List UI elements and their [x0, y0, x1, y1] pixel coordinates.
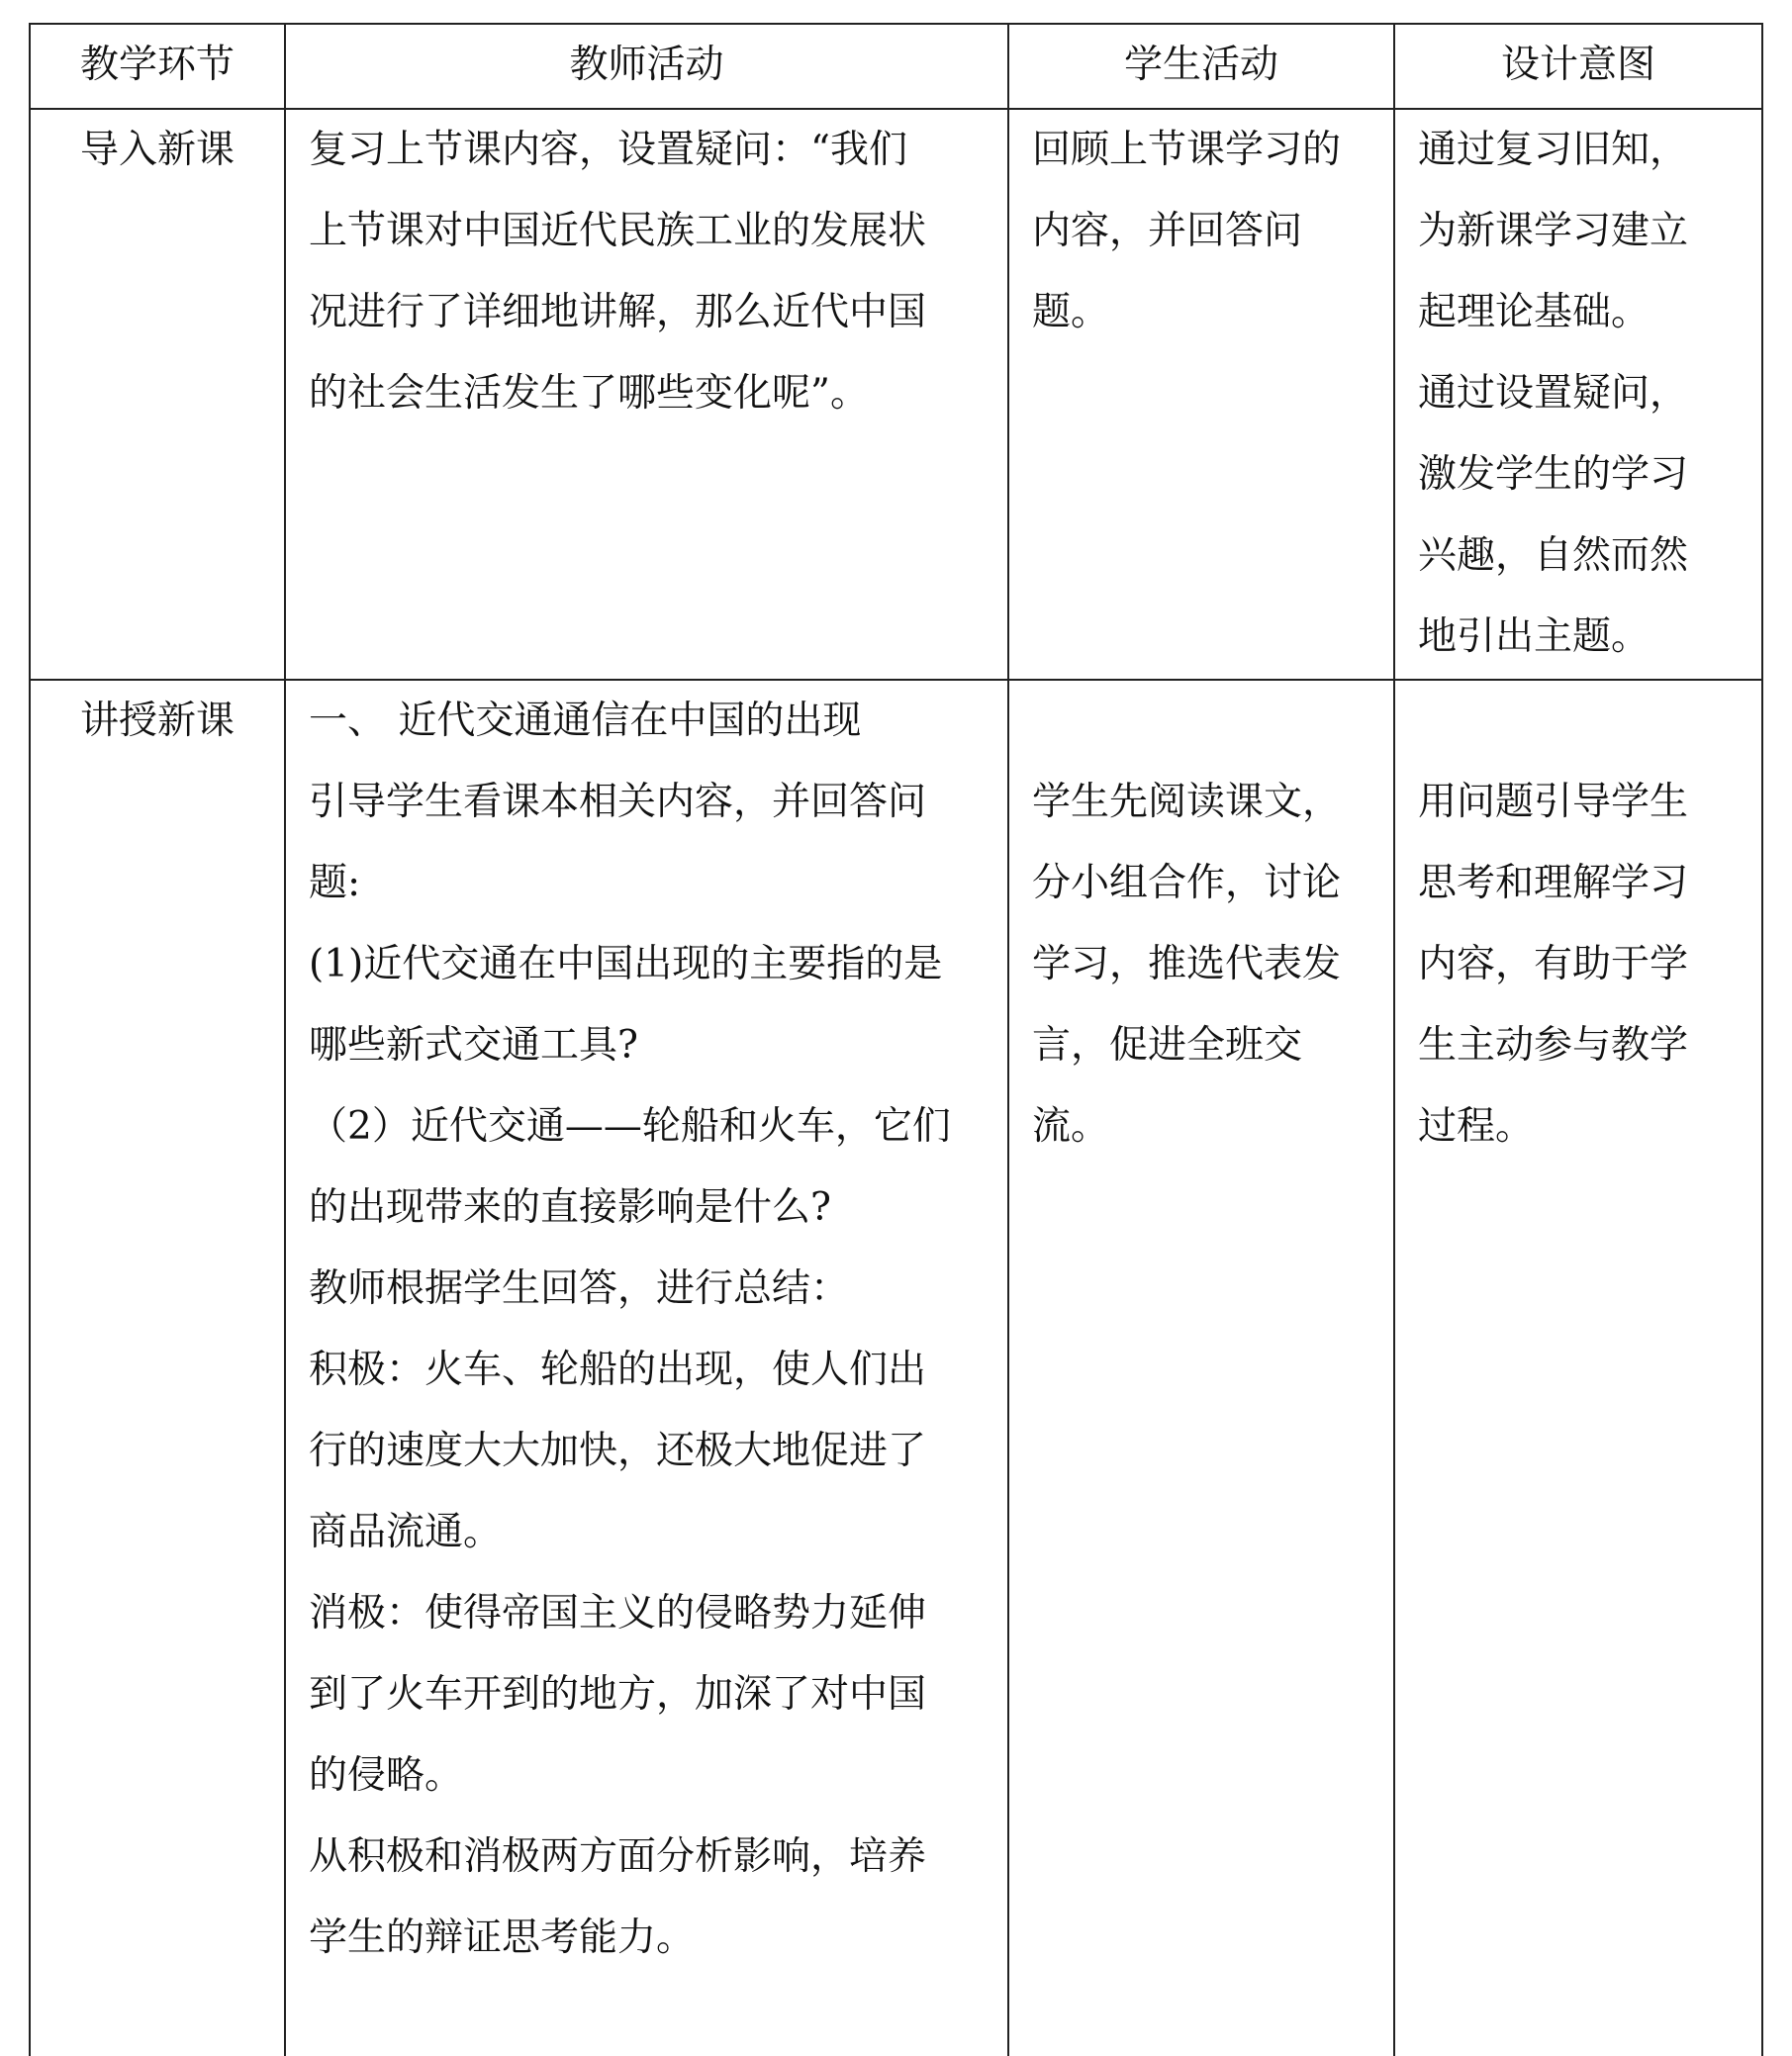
- text-line: 思考和理解学习: [1418, 861, 1689, 905]
- header-stage: 教学环节: [30, 24, 285, 109]
- text-line: （2）近代交通——轮船和火车，它们: [309, 1104, 951, 1149]
- text-line: 题:: [309, 861, 361, 905]
- text-line: 的社会生活发生了哪些变化呢”。: [309, 371, 869, 416]
- text-line: 通过复习旧知，: [1418, 128, 1689, 172]
- text-line: 通过设置疑问，: [1418, 371, 1689, 416]
- text-line: 哪些新式交通工具?: [309, 1023, 638, 1068]
- text-line: 用问题引导学生: [1418, 780, 1689, 824]
- text-line: [1418, 681, 1740, 762]
- text-line: 生主动参与教学: [1418, 1023, 1689, 1068]
- text-line: [1032, 681, 1371, 762]
- student-activity-cell: [1008, 109, 1394, 680]
- text-line: 行的速度大大加快，还极大地促进了: [309, 1429, 927, 1473]
- text-line: 况进行了详细地讲解，那么近代中国: [309, 290, 927, 334]
- text-line: 商品流通。: [309, 1510, 503, 1554]
- teacher-activity-cell: [285, 109, 1008, 680]
- text-line: 的侵略。: [309, 1753, 464, 1798]
- text-line: 积极：火车、轮船的出现，使人们出: [309, 1348, 927, 1392]
- design-intent-cell: [1394, 680, 1762, 2056]
- section-heading: 一、 近代交通通信在中国的出现: [309, 699, 862, 743]
- text-line: 消极：使得帝国主义的侵略势力延伸: [309, 1591, 927, 1635]
- header-design-intent: 设计意图: [1394, 24, 1762, 109]
- text-line: 引导学生看课本相关内容，并回答问: [309, 780, 927, 824]
- text-line: 内容，并回答问: [1032, 209, 1303, 253]
- text-line: 兴趣，自然而然: [1418, 533, 1689, 578]
- text-line: 地引出主题。: [1418, 614, 1651, 659]
- stage-cell: 导入新课: [30, 109, 285, 680]
- header-teacher-activity: 教师活动: [285, 24, 1008, 109]
- text-line: 复习上节课内容，设置疑问：“我们: [309, 128, 907, 172]
- text-line: 题。: [1032, 290, 1110, 334]
- lesson-plan-table: [29, 23, 1763, 2056]
- table-row: [30, 109, 1762, 680]
- text-line: 分小组合作，讨论: [1032, 861, 1342, 905]
- text-line: 言，促进全班交: [1032, 1023, 1303, 1068]
- text-line: 内容，有助于学: [1418, 942, 1689, 986]
- text-line: 学生的辩证思考能力。: [309, 1916, 696, 1960]
- text-line: 为新课学习建立: [1418, 209, 1689, 253]
- text-line: 的出现带来的直接影响是什么?: [309, 1185, 831, 1230]
- text-line: 上节课对中国近代民族工业的发展状: [309, 209, 927, 253]
- text-line: 学生先阅读课文，: [1032, 780, 1342, 824]
- stage-cell: 讲授新课: [30, 680, 285, 2056]
- table-row: [30, 680, 1762, 2056]
- text-line: (1)近代交通在中国出现的主要指的是: [309, 942, 943, 986]
- text-line: 学习，推选代表发: [1032, 942, 1342, 986]
- teacher-activity-cell: [285, 680, 1008, 2056]
- text-line: 激发学生的学习: [1418, 452, 1689, 497]
- text-line: 过程。: [1418, 1104, 1535, 1149]
- text-line: 流。: [1032, 1104, 1110, 1149]
- design-intent-cell: [1394, 109, 1762, 680]
- text-line: 从积极和消极两方面分析影响，培养: [309, 1834, 927, 1879]
- header-row: [30, 24, 1762, 109]
- student-activity-cell: [1008, 680, 1394, 2056]
- text-line: 教师根据学生回答，进行总结：: [309, 1266, 850, 1311]
- text-line: 到了火车开到的地方，加深了对中国: [309, 1672, 927, 1717]
- header-student-activity: 学生活动: [1008, 24, 1394, 109]
- text-line: 起理论基础。: [1418, 290, 1651, 334]
- text-line: 回顾上节课学习的: [1032, 128, 1342, 172]
